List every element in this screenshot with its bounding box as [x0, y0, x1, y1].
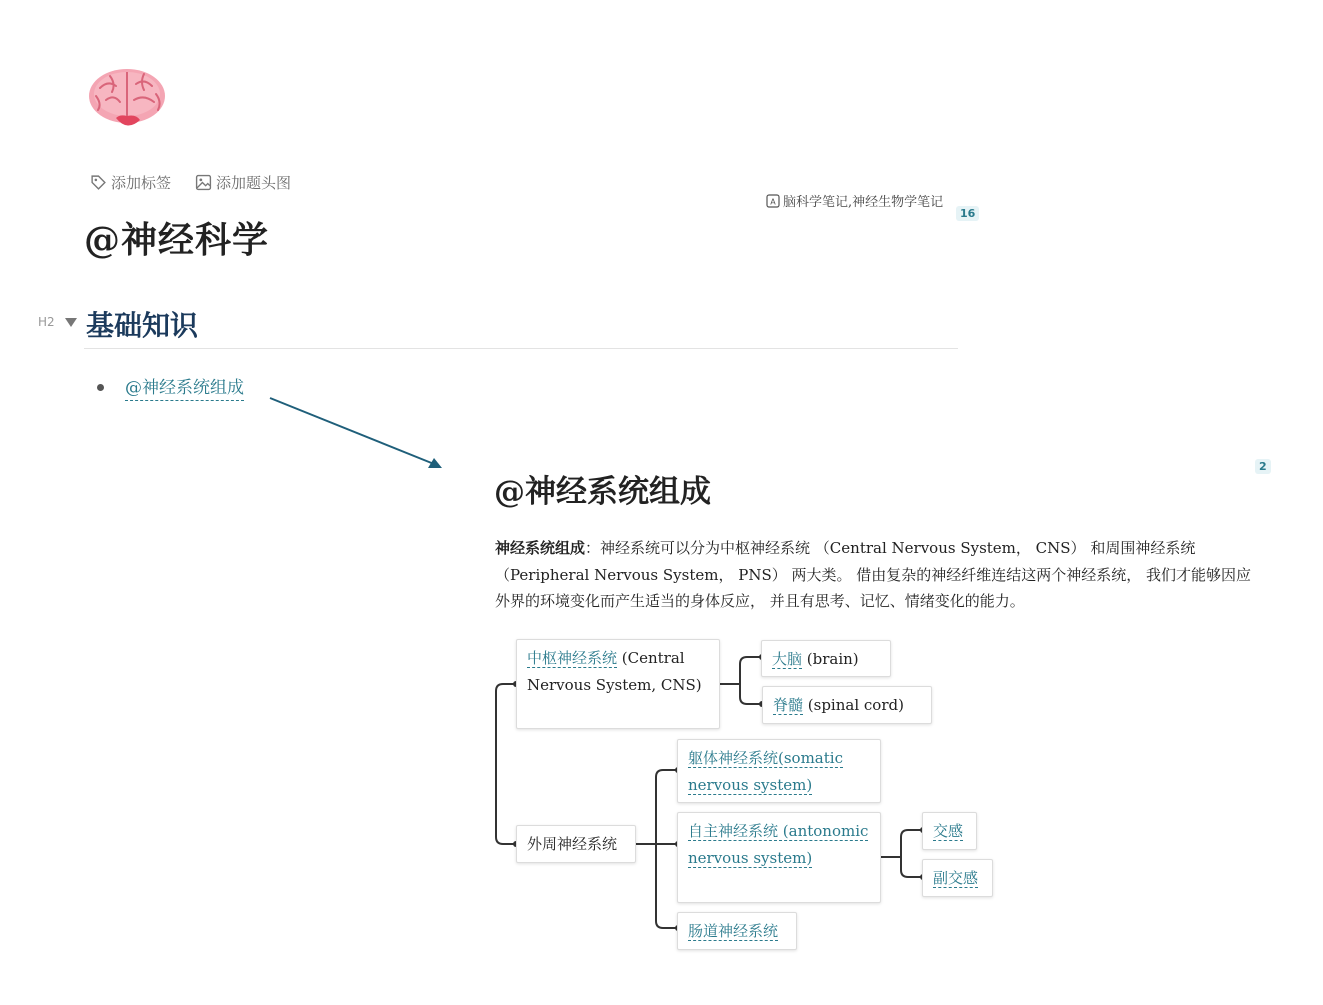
- node-spinal-text: (spinal cord): [803, 696, 904, 714]
- section-heading: 基础知识: [86, 309, 199, 342]
- bullet-block-link[interactable]: @神经系统组成: [125, 376, 244, 401]
- embed-title: @神经系统组成: [494, 474, 711, 510]
- node-cns-text: (Central Nervous System, CNS): [527, 649, 702, 694]
- node-sympathetic[interactable]: [922, 812, 977, 850]
- svg-text:A: A: [770, 197, 776, 206]
- paragraph-body: 神经系统可以分为中枢神经系统 （Central Nervous System， CNS） 和周围神经系统 （Peripheral Nervous System， PNS） 两大类。 借由复杂的神经纤维连结这两个神经系统， 我们才能够因应外界的环境变化而产生适当的身体反应， 并且有思考、记忆、情绪变化的能力。: [495, 539, 1252, 610]
- embed-reference-count-badge[interactable]: 2: [1255, 459, 1271, 474]
- node-pns[interactable]: 外周神经系统: [516, 825, 636, 863]
- node-spinal-link[interactable]: 脊髓: [773, 696, 804, 714]
- heading-level-marker: H2: [38, 315, 55, 329]
- node-sympathetic-link[interactable]: 交感: [933, 822, 964, 840]
- node-parasympathetic-link[interactable]: 副交感: [933, 869, 979, 887]
- node-autonomic[interactable]: [677, 812, 881, 903]
- node-brain-text: (brain): [802, 650, 859, 668]
- node-cns-link[interactable]: 中枢神经系统: [527, 649, 618, 667]
- paragraph-colon: ：: [585, 539, 601, 557]
- node-brain[interactable]: [761, 640, 891, 677]
- paragraph-lead: 神经系统组成: [495, 539, 586, 557]
- add-tag-label: 添加标签: [111, 174, 172, 192]
- node-brain-link[interactable]: 大脑: [772, 650, 803, 668]
- node-somatic[interactable]: [677, 739, 881, 803]
- page-title: @神经科学: [84, 219, 270, 261]
- node-enteric[interactable]: [677, 912, 797, 950]
- node-autonomic-link[interactable]: 自主神经系统 (antonomic nervous system): [688, 822, 869, 867]
- node-cns[interactable]: [516, 639, 720, 729]
- node-somatic-link[interactable]: 躯体神经系统(somatic nervous system): [688, 749, 843, 794]
- add-cover-label: 添加题头图: [216, 174, 292, 192]
- notebook-name: 脑科学笔记,神经生物学笔记: [783, 195, 944, 210]
- node-enteric-link[interactable]: 肠道神经系统: [688, 922, 779, 940]
- node-spinal-cord[interactable]: [762, 686, 932, 724]
- node-parasympathetic[interactable]: [922, 859, 993, 897]
- reference-count-badge[interactable]: 16: [956, 206, 979, 221]
